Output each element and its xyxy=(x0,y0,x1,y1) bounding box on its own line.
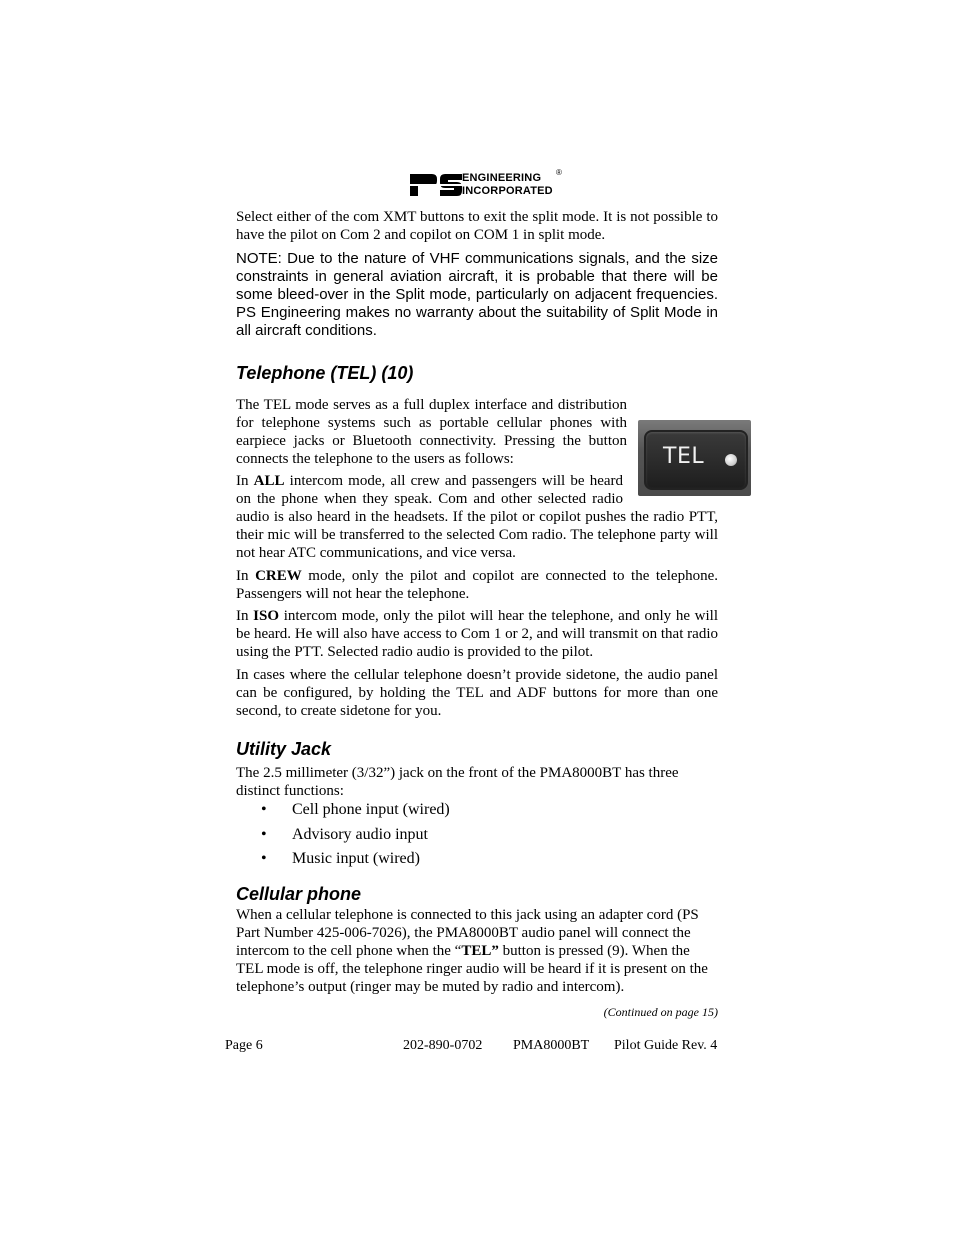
iso-mode-prefix: In xyxy=(236,608,254,624)
iso-mode-paragraph xyxy=(236,607,718,661)
utility-jack-intro: The 2.5 millimeter (3/32”) jack on the front of the PMA8000BT has three distinct functions: xyxy=(236,765,679,799)
split-exit-paragraph: Select either of the com XMT buttons to exit the split mode. It is not possible to have the pilot on Com 2 and copilot on COM 1 in split mode. xyxy=(236,209,718,243)
registered-mark: ® xyxy=(556,168,562,177)
list-item: • Music input (wired) xyxy=(255,849,450,874)
photo-wrap-spacer xyxy=(623,472,718,500)
crew-mode-term: CREW xyxy=(255,568,302,584)
telephone-intro-paragraph: The TEL mode serves as a full duplex interface and distribution for telephone systems such as portable cellular phones with earpiece jacks or Bluetooth connectivity. Pressing the button connects the telephone to the users as follows: xyxy=(236,397,627,467)
utility-jack-heading: Utility Jack xyxy=(236,739,332,759)
ps-engineering-logo xyxy=(410,170,570,200)
tel-button-label: TEL xyxy=(663,444,705,469)
footer-model: PMA8000BT xyxy=(513,1038,590,1053)
telephone-heading: Telephone (TEL) (10) xyxy=(236,363,414,383)
all-mode-paragraph xyxy=(236,472,718,562)
continued-note: (Continued on page 15) xyxy=(603,1005,718,1019)
cellular-tel-term: TEL” xyxy=(461,943,499,959)
iso-mode-text: intercom mode, only the pilot will hear the telephone, and only he will be heard. He will also have access to Com 1 or 2, and will transmit on that radio using the PTT. Selected radio audio is provided to the pilot. xyxy=(236,608,718,660)
footer-phone: 202-890-0702 xyxy=(403,1038,483,1053)
footer-guide-revision: Pilot Guide Rev. 4 xyxy=(614,1038,718,1053)
sidetone-paragraph: In cases where the cellular telephone doesn’t provide sidetone, the audio panel can be configured, by holding the TEL and ADF buttons for more than one second, to create sidetone for you. xyxy=(236,667,718,719)
list-item: • Cell phone input (wired) xyxy=(255,800,450,825)
all-mode-term: ALL xyxy=(253,473,285,489)
all-mode-prefix: In xyxy=(236,473,254,489)
cellular-text-start: When a cellular telephone is connected to this jack using an adapter cord (PS Part Number 425-006-7026), the PMA8000BT audio panel will connect the intercom to the cell phone when the “ xyxy=(236,907,699,959)
tel-indicator-light-icon xyxy=(725,454,737,466)
cellular-phone-paragraph xyxy=(236,906,718,996)
footer-page-number: Page 6 xyxy=(225,1038,263,1053)
list-item: • Advisory audio input xyxy=(255,825,450,850)
cellular-phone-heading: Cellular phone xyxy=(236,884,362,904)
iso-mode-term: ISO xyxy=(253,608,280,624)
utility-functions-list xyxy=(255,800,450,874)
cellular-text-end: button is pressed (9). When the TEL mode is off, the telephone ringer audio will be heard if it is present on the telephone’s output (ringer may be muted by radio and intercom). xyxy=(236,943,708,995)
crew-mode-text: mode, only the pilot and copilot are connected to the telephone. Passengers will not hear the telephone. xyxy=(236,568,718,602)
crew-mode-prefix: In xyxy=(236,568,256,584)
ps-logo-mark xyxy=(410,172,462,198)
all-mode-text: intercom mode, all crew and passengers will be heard on the phone when they speak. Com and other selected radio audio is also heard in the headsets. If the pilot or copilot pushes the radio PTT, their mic will be transferred to the selected Com radio. The telephone party will not hear ATC communications, and vice versa. xyxy=(236,473,718,561)
logo-line-engineering: ENGINEERING xyxy=(462,172,542,184)
note-paragraph: NOTE: Due to the nature of VHF communications signals, and the size constraints in general aviation aircraft, it is probable that there will be some bleed-over in the Split mode, particularly on adjacent frequencies. PS Engineering makes no warranty about the suitability of Split Mode in all aircraft conditions. xyxy=(236,250,718,339)
logo-line-incorporated: INCORPORATED xyxy=(462,185,553,197)
crew-mode-paragraph xyxy=(236,567,718,603)
